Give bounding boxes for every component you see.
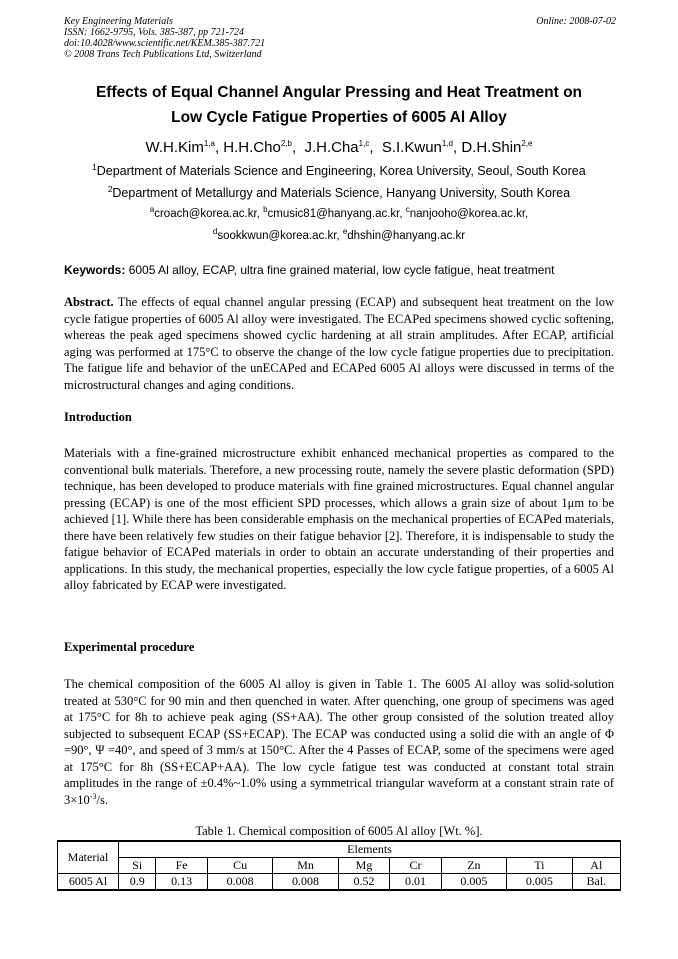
author-list <box>40 138 638 158</box>
element-header: Cu <box>207 858 272 874</box>
journal-header <box>64 16 616 60</box>
email-link[interactable]: cmusic81@hanyang.ac.kr, <box>267 208 406 220</box>
element-header: Mg <box>338 858 389 874</box>
paper-title <box>40 80 638 130</box>
abstract-label: Abstract. <box>64 295 114 309</box>
author: D.H.Shin$^{2,e}$ <box>461 139 533 156</box>
introduction-text: Materials with a fine-grained microstructure exhibit enhanced mechanical properties as compared to the conventional bulk materials. Therefore, a new processing route, namely the severe plastic deformation (SPD) technique, has been developed to produce materials with fine grained microstructures. Equal channel angular pressing (ECAP) is one of the most efficient SPD processes, which allows a grain size of about 1μm to be achieved [1]. While there has been considerable emphasis on the mechanical properties of ECAPed materials, there have been relatively few studies on their fatigue behavior [2]. Therefore, it is indispensable to study the fatigue behavior of ECAPed materials in order to obtain an accurate understanding of their properties and applications. In this study, the mechanical properties, especially the low cycle fatigue properties, of a 6005 Al alloy fabricated by ECAP were investigated. <box>64 446 614 592</box>
value-cell: Bal. <box>572 874 620 891</box>
material-header: Material <box>58 841 119 874</box>
author: H.H.Cho$^{2,b}$, <box>223 139 305 156</box>
element-header: Si <box>119 858 156 874</box>
experimental-text: The chemical composition of the 6005 Al alloy is given in Table 1. The 6005 Al alloy was solid-solution treated at 530°C for 90 min and then quenched in water. After quenching, one group of specimens was aged at 175°C for 8h to achieve peak aging (SS+AA). The other group consisted of the solution treated alloy subjected to subsequent ECAP (SS+ECAP). The ECAP was conducted using a solid die with an angle of Φ =90°, Ψ =40°, and speed of 3 mm/s at 150°C. After the 4 Passes of ECAP, some of the specimens were aged at 175°C for 8h (SS+ECAP+AA). The low cycle fatigue test was conducted at constant total strain amplitudes in the range of ±0.4%~1.0% using a symmetrical triangular waveform at a constant strain rate of $3\times 10^{-3}/s$. <box>64 677 614 807</box>
section-heading-introduction: Introduction <box>64 410 132 424</box>
author: S.I.Kwun$^{1,d}$, <box>381 139 462 156</box>
journal-name: Key Engineering Materials <box>64 16 173 27</box>
email-link[interactable]: sookkwun@korea.ac.kr, <box>217 230 343 242</box>
section-heading-experimental: Experimental procedure <box>64 640 195 654</box>
email-link[interactable]: dhshin@hanyang.ac.kr <box>347 230 466 242</box>
online-date: Online: 2008-07-02 <box>536 16 616 27</box>
affiliation-1: $^1$Department of Materials Science and Engineering, Korea University, Seoul, South Korea <box>92 162 586 178</box>
value-cell: 0.008 <box>207 874 272 891</box>
value-cell: 0.008 <box>273 874 338 891</box>
copyright-line: © 2008 Trans Tech Publications Ltd, Switzerland <box>64 49 262 60</box>
email-line-2: $^d$sookkwun@korea.ac.kr, $^e$dhshin@hanyang.ac.kr <box>212 227 466 242</box>
abstract-text: The effects of equal channel angular pressing (ECAP) and subsequent heat treatment on the low cycle fatigue properties of 6005 Al alloy were investigated. The ECAPed specimens showed cyclic softening, whereas the peak aged specimens showed cyclic hardening at all strain amplitudes. After ECAP, artificial aging was performed at 175°C to observe the change of the low cycle fatigue properties due to precipitation. The fatigue life and behavior of the unECAPed and ECAPed 6005 Al alloys were discussed in terms of the microstructural changes and aging conditions. <box>64 295 614 392</box>
title-line-1: Effects of Equal Channel Angular Pressing and Heat Treatment on <box>95 84 583 101</box>
email-link[interactable]: nanjooho@korea.ac.kr, <box>409 208 529 220</box>
table-row <box>58 874 621 891</box>
composition-table <box>57 840 621 891</box>
value-cell: 0.005 <box>441 874 506 891</box>
email-line-1: $^a$croach@korea.ac.kr, $^b$cmusic81@hanyang.ac.kr, $^c$nanjooho@korea.ac.kr, <box>149 205 529 220</box>
element-header: Zn <box>441 858 506 874</box>
author: W.H.Kim$^{1,a}$, <box>145 139 224 156</box>
material-cell: 6005 Al <box>58 874 119 891</box>
element-header: Mn <box>273 858 338 874</box>
doi-line: doi:10.4028/www.scientific.net/KEM.385-387.721 <box>64 38 266 49</box>
value-cell: 0.01 <box>390 874 441 891</box>
table-caption: Table 1. Chemical composition of 6005 Al alloy [Wt. %]. <box>195 824 483 838</box>
element-header: Fe <box>156 858 207 874</box>
author: J.H.Cha$^{1,c}$, <box>304 139 382 156</box>
element-header: Al <box>572 858 620 874</box>
value-cell: 0.005 <box>507 874 572 891</box>
keywords-text: 6005 Al alloy, ECAP, ultra fine grained material, low cycle fatigue, heat treatment <box>125 263 555 277</box>
element-header: Cr <box>390 858 441 874</box>
table-header-row <box>58 841 621 858</box>
title-line-2: Low Cycle Fatigue Properties of 6005 Al Alloy <box>171 109 507 126</box>
affiliation-2: $^2$Department of Metallurgy and Materials Science, Hanyang University, South Korea <box>107 184 571 200</box>
element-header-row <box>58 858 621 874</box>
element-header: Ti <box>507 858 572 874</box>
value-cell: 0.52 <box>338 874 389 891</box>
issn-line: ISSN: 1662-9795, Vols. 385-387, pp 721-724 <box>64 27 244 38</box>
keywords-label: Keywords: <box>64 263 126 277</box>
email-link[interactable]: croach@korea.ac.kr, <box>154 208 264 220</box>
abstract <box>64 294 614 393</box>
elements-header: Elements <box>119 841 621 858</box>
keywords <box>64 263 624 278</box>
value-cell: 0.9 <box>119 874 156 891</box>
value-cell: 0.13 <box>156 874 207 891</box>
